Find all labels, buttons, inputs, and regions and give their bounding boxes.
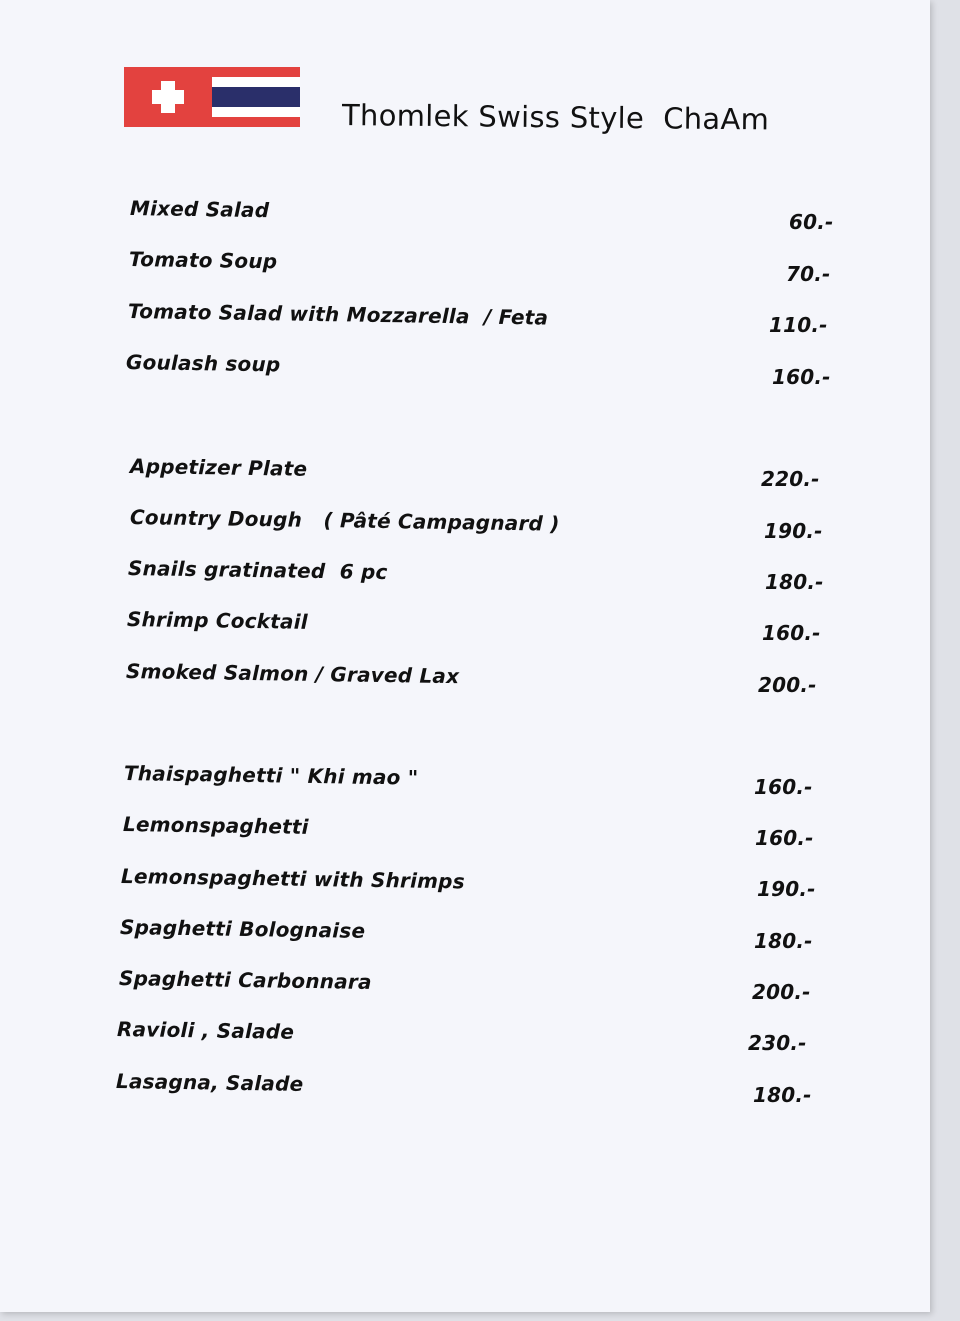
menu-item-name: Lemonspaghetti <box>122 812 309 839</box>
thai-flag-icon <box>212 67 300 127</box>
menu-item-name: Snails gratinated 6 pc <box>127 556 388 585</box>
menu-item-price: 160.- <box>772 365 831 389</box>
menu-item-name: Country Dough ( Pâté Campagnard ) <box>129 505 560 536</box>
menu-item-name: Thaispaghetti " Khi mao " <box>123 761 419 790</box>
menu-item-name: Smoked Salmon / Graved Lax <box>125 659 460 689</box>
menu-item-name: Tomato Soup <box>128 247 278 274</box>
menu-item-name: Appetizer Plate <box>129 454 308 481</box>
menu-item-name: Mixed Salad <box>129 196 270 223</box>
menu-title: Thomlek Swiss Style ChaAm <box>341 98 770 137</box>
menu-item-price: 180.- <box>753 1083 812 1107</box>
menu-item-name: Lemonspaghetti with Shrimps <box>120 864 465 894</box>
menu-item-price: 110.- <box>769 313 828 337</box>
flags <box>124 67 300 127</box>
menu-item-price: 200.- <box>752 980 811 1004</box>
menu-item-price: 160.- <box>755 826 814 850</box>
menu-item-price: 160.- <box>754 775 813 799</box>
menu-item-name: Lasagna, Salade <box>115 1069 304 1096</box>
menu-item-name: Spaghetti Bolognaise <box>119 915 366 943</box>
menu-item-price: 180.- <box>765 570 824 594</box>
menu-item-name: Spaghetti Carbonnara <box>118 966 372 994</box>
menu-item-name: Tomato Salad with Mozzarella / Feta <box>127 299 549 330</box>
menu-item-price: 190.- <box>764 519 823 543</box>
menu-item-price: 180.- <box>754 929 813 953</box>
menu-item-name: Shrimp Cocktail <box>126 607 308 634</box>
menu-item-price: 200.- <box>758 673 817 697</box>
menu-item-name: Goulash soup <box>125 350 281 377</box>
menu-item-price: 220.- <box>761 467 820 491</box>
swiss-flag-icon <box>124 67 212 127</box>
menu-item-price: 70.- <box>786 262 831 286</box>
menu-item-price: 160.- <box>762 621 821 645</box>
menu-item-price: 60.- <box>789 210 834 234</box>
menu-item-price: 230.- <box>748 1031 807 1055</box>
menu-item-name: Ravioli , Salade <box>116 1017 295 1044</box>
menu-item-price: 190.- <box>757 877 816 901</box>
